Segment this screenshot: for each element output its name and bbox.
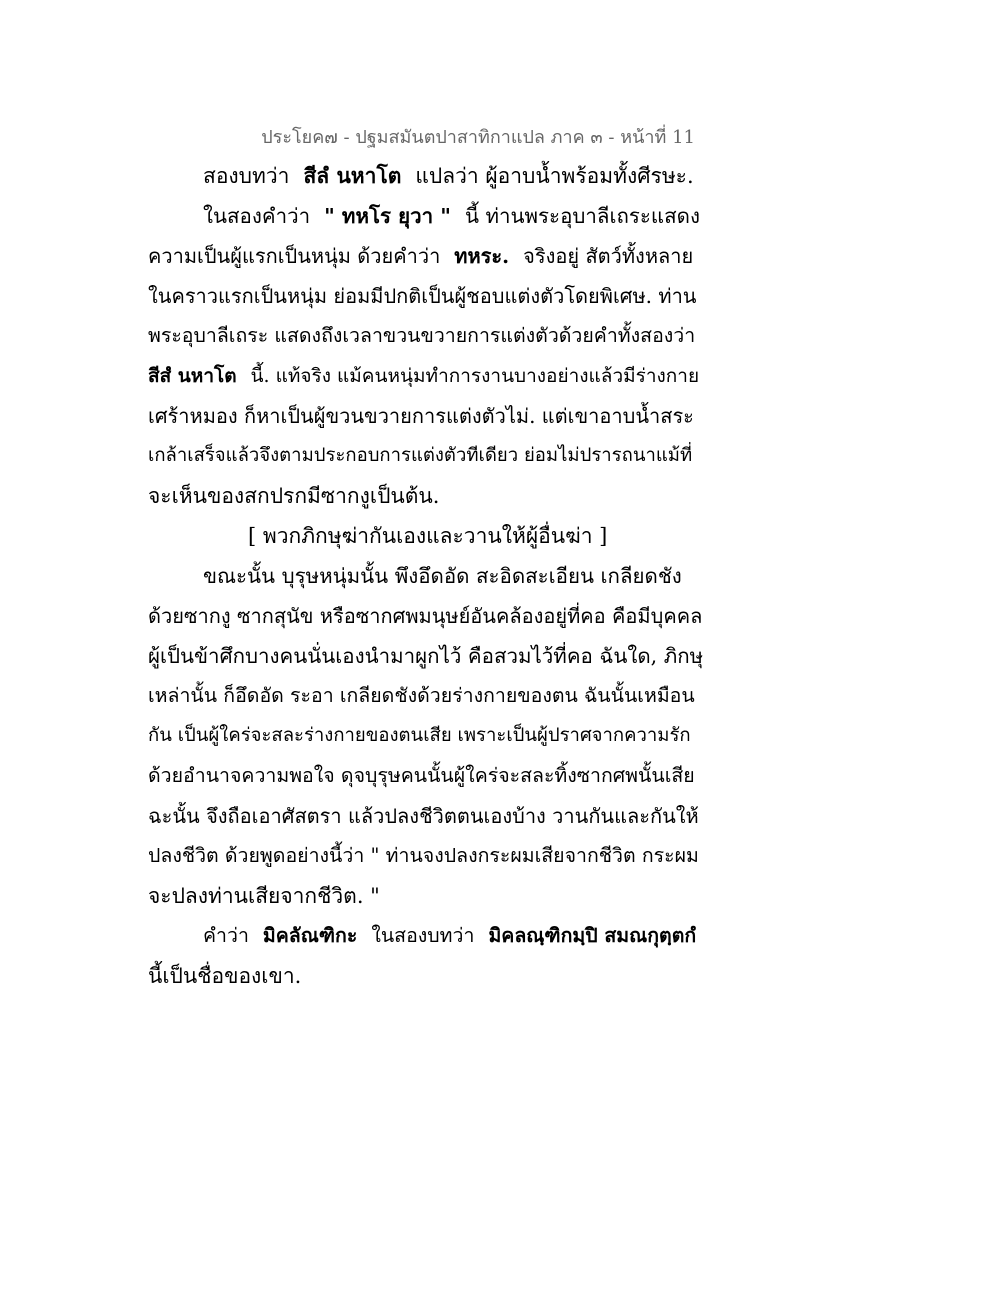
section-heading: [ พวกภิกษุฆ่ากันเองและวานให้ผู้อื่นฆ่า ] [248, 524, 608, 548]
paragraph-1-line-1 [203, 161, 758, 191]
text-run: คำว่า [203, 924, 249, 947]
paragraph-2-line-3: ในคราวแรกเป็นหนุ่ม ย่อมมีปกติเป็นผู้ชอบแต่งตัวโดยพิเศษ. ท่าน [148, 284, 697, 308]
paragraph-2-line-8: จะเห็นของสกปรกมีซากงูเป็นต้น. [148, 484, 440, 508]
paragraph-2-line-2 [148, 241, 703, 271]
paragraph-3-line-8: ปลงชีวิต ด้วยพูดอย่างนี้ว่า " ท่านจงปลงกระผมเสียจากชีวิต กระผม [148, 844, 699, 867]
paragraph-2-line-1 [203, 201, 703, 231]
paragraph-3-line-4: เหล่านั้น ก็อึดอัด ระอา เกลียดชังด้วยร่างกายของตน ฉันนั้นเหมือน [148, 684, 695, 707]
paragraph-2-line-5 [148, 361, 703, 391]
running-header: ประโยค๗ - ปฐมสมันตปาสาทิกาแปล ภาค ๓ - หน้าที่ 11 [261, 127, 695, 148]
paragraph-4-line-1 [203, 921, 703, 951]
paragraph-4-line-2: นี้เป็นชื่อของเขา. [148, 964, 302, 988]
paragraph-2-line-4: พระอุบาลีเถระ แสดงถึงเวลาขวนขวายการแต่งตัวด้วยคำทั้งสองว่า [148, 324, 696, 347]
pali-term: มิคลัณฑิกะ [262, 924, 358, 947]
paragraph-3-line-9: จะปลงท่านเสียจากชีวิต. " [148, 884, 380, 908]
text-run: นี้ ท่านพระอุบาลีเถระแสดง [464, 204, 700, 228]
paragraph-2-line-7: เกล้าเสร็จแล้วจึงตามประกอบการแต่งตัวทีเดียว ย่อมไม่ปรารถนาแม้ที่ [148, 445, 693, 466]
paragraph-3-line-7: ฉะนั้น จึงถือเอาศัสตรา แล้วปลงชีวิตตนเองบ้าง วานกันและกันให้ [148, 804, 699, 828]
pali-term: สีสํ นหาโต [148, 365, 237, 387]
text-run: ความเป็นผู้แรกเป็นหนุ่ม ด้วยคำว่า [148, 244, 441, 268]
paragraph-3-line-2: ด้วยซากงู ซากสุนัข หรือซากศพมนุษย์อันคล้องอยู่ที่คอ คือมีบุคคล [148, 604, 703, 628]
text-run: ในสองบทว่า [371, 924, 475, 947]
text-run: ในสองคำว่า [203, 204, 311, 228]
paragraph-3-line-6: ด้วยอำนาจความพอใจ ดุจบุรุษคนนั้นผู้ใคร่จะสละทิ้งซากศพนั้นเสีย [148, 764, 695, 787]
paragraph-3-line-5: กัน เป็นผู้ใคร่จะสละร่างกายของตนเสีย เพราะเป็นผู้ปราศจากความรัก [148, 725, 691, 746]
pali-term: " ทหโร ยุวา " [324, 204, 451, 228]
pali-term: ทหระ. [454, 244, 510, 268]
pali-term: สีลํ นหาโต [303, 163, 402, 188]
paragraph-2-line-6: เศร้าหมอง ก็หาเป็นผู้ขวนขวายการแต่งตัวไม่. แต่เขาอาบน้ำสระ [148, 404, 694, 428]
text-run: แปลว่า ผู้อาบน้ำพร้อมทั้งศีรษะ. [415, 164, 694, 188]
text-run: จริงอยู่ สัตว์ทั้งหลาย [523, 244, 694, 268]
text-run: นี้. แท้จริง แม้คนหนุ่มทำการงานบางอย่างแล้วมีร่างกาย [250, 365, 700, 387]
pali-term: มิคลณฺฑิกมฺปิ สมณกุตฺตกํ [488, 924, 697, 947]
paragraph-3-line-1: ขณะนั้น บุรุษหนุ่มนั้น พึงอึดอัด สะอิดสะเอียน เกลียดชัง [203, 564, 682, 588]
paragraph-3-line-3: ผู้เป็นข้าศึกบางคนนั่นเองนำมาผูกไว้ คือสวมไว้ที่คอ ฉันใด, ภิกษุ [148, 644, 704, 668]
text-run: สองบทว่า [203, 164, 290, 188]
